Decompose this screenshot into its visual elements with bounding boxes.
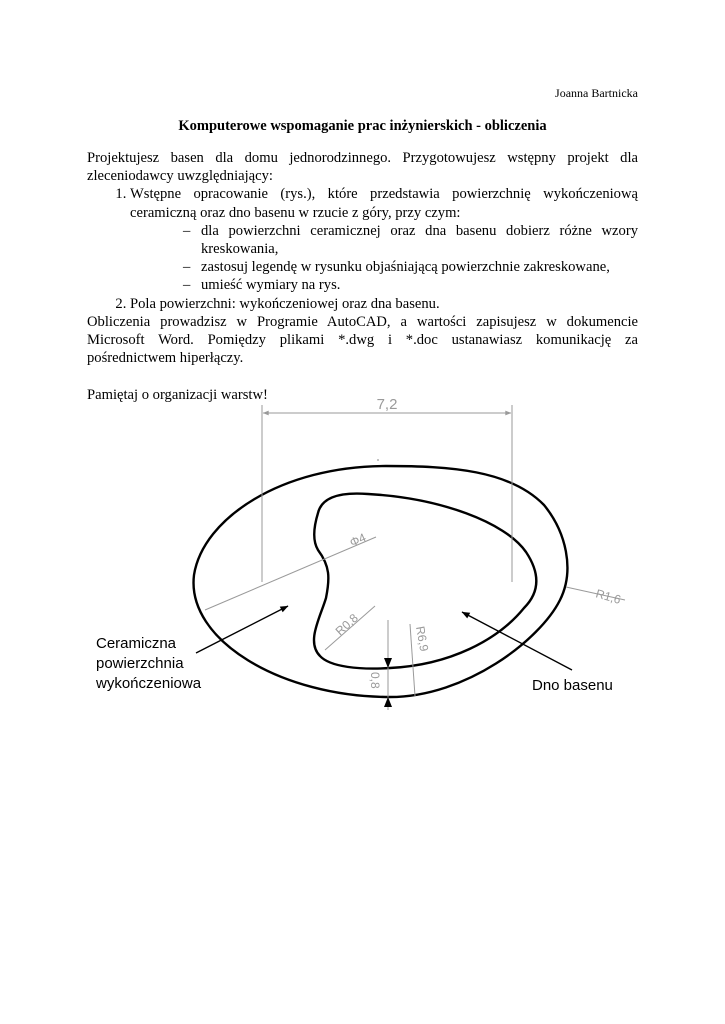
ceramic-legend-line: wykończeniowa: [96, 675, 202, 692]
offset-label: 0,8: [368, 672, 382, 689]
offset-arrow-top: [384, 658, 392, 668]
diameter-label: Φ4: [347, 530, 369, 550]
ceramic-legend-line: Ceramiczna: [96, 635, 177, 652]
outer-radius-label: R6,9: [413, 625, 432, 653]
diameter-leader-line: [205, 537, 376, 610]
document-title: Komputerowe wspomaganie prac inżynierskich - obliczenia: [178, 118, 547, 134]
author-name: Joanna Bartnicka: [555, 86, 638, 100]
right-radius-label: R1,6: [594, 586, 623, 607]
bottom-legend-label: Dno basenu: [532, 677, 613, 694]
dash-bullet: –: [183, 277, 191, 294]
inner-radius-label: R0,8: [332, 610, 361, 639]
software-paragraph: Obliczenia prowadzisz w Programie AutoCAD, a wartości zapisujesz w dokumencie Microsoft Word. Pomiędzy plikami *.dwg i *.doc ustanawiasz komunikację za pośrednictwem hiperłączy.: [87, 313, 638, 367]
dash-bullet: –: [183, 222, 191, 239]
width-dimension-label: 7,2: [376, 396, 398, 413]
outer-pool-outline: [194, 466, 568, 697]
outer-radius-leader-line: [410, 624, 415, 696]
task-text: Pola powierzchni: wykończeniowej oraz dna basenu.: [130, 295, 440, 312]
offset-arrow-bottom: [384, 697, 392, 707]
reminder-paragraph: Pamiętaj o organizacji warstw!: [87, 386, 268, 403]
dash-bullet: –: [183, 259, 191, 276]
bottom-arrow: [462, 612, 572, 670]
subtask-text: zastosuj legendę w rysunku objaśniającą powierzchnie zakreskowane,: [201, 259, 610, 276]
task-text: Wstępne opracowanie (rys.), które przedstawia powierzchnię wykończeniową ceramiczną oraz dno basenu w rzucie z góry, przy czym:: [130, 186, 638, 221]
ceramic-arrow: [196, 606, 288, 653]
subtask-text: dla powierzchni ceramicznej oraz dna basenu dobierz różne wzory kreskowania,: [201, 222, 638, 258]
ceramic-legend-line: powierzchnia: [96, 655, 184, 672]
subtask-text: umieść wymiary na rys.: [201, 277, 341, 294]
ceramic-legend-label: [96, 634, 201, 694]
center-mark: [377, 459, 379, 461]
intro-paragraph: Projektujesz basen dla domu jednorodzinnego. Przygotowujesz wstępny projekt dla zleceniodawcy uwzględniający:: [87, 150, 638, 185]
